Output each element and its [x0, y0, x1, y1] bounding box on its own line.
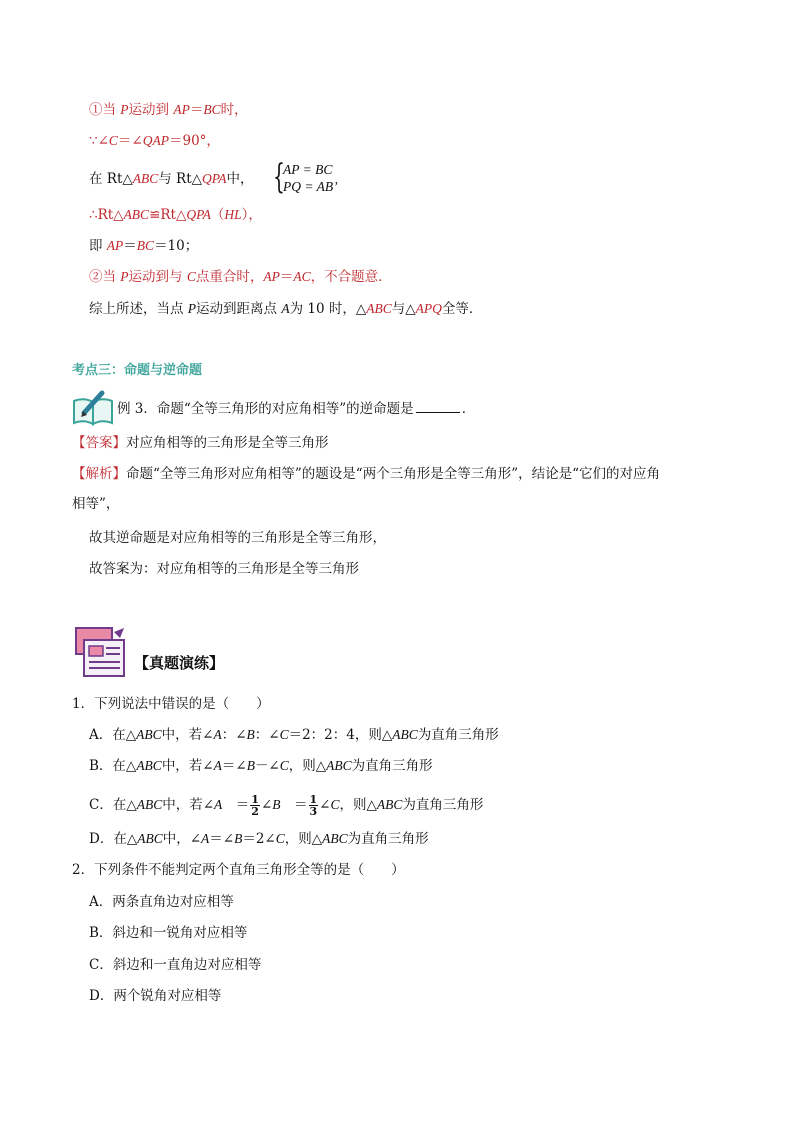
text: A．在△	[89, 727, 137, 743]
var: ABC	[326, 758, 352, 773]
var: A	[213, 727, 222, 742]
var: B	[246, 727, 255, 742]
text: ，不合题意．	[310, 269, 392, 285]
text: 对应角相等的三角形是全等三角形	[126, 435, 329, 451]
book-pencil-icon	[72, 387, 114, 427]
text: ，则△	[284, 831, 323, 847]
text: 为直角三角形	[417, 727, 499, 743]
text: ①当	[89, 102, 121, 118]
text: 即	[89, 238, 107, 254]
text: 运动到与	[128, 269, 187, 285]
text: 时，	[220, 102, 248, 118]
var: P	[120, 269, 129, 284]
var: C	[108, 133, 118, 148]
text: ＝	[280, 797, 308, 813]
solution-therefore-congruent	[89, 206, 262, 224]
text: ，则△	[339, 797, 377, 813]
fraction-one-half	[250, 794, 260, 817]
section-heading: 考点三：命题与逆命题	[72, 362, 203, 377]
solution-because	[89, 132, 220, 150]
var: AP	[106, 238, 124, 253]
text: 在 Rt△	[89, 171, 133, 187]
solution-conclusion	[89, 300, 482, 318]
answer-tag: 【答案】	[72, 435, 126, 451]
text: ②当	[89, 269, 121, 285]
text: ＝2：2：4，则△	[288, 727, 393, 743]
numerator: 1	[251, 793, 259, 806]
example-3-analysis-line-4: 故答案为：对应角相等的三角形是全等三角形	[89, 561, 359, 577]
text: 运动到	[128, 102, 174, 118]
var: QPA	[186, 207, 211, 222]
var: HL	[224, 207, 242, 222]
var: ABC	[392, 727, 418, 742]
text: 例 3．命题“全等三角形的对应角相等”的逆命题是	[117, 401, 414, 417]
text: ∠	[319, 797, 331, 813]
text: ），	[241, 207, 262, 223]
var: A	[214, 797, 223, 812]
text: ∴Rt△	[89, 207, 124, 223]
question-2-option-a[interactable]: A．两条直角边对应相等	[89, 894, 234, 910]
question-2-option-d[interactable]: D．两个锐角对应相等	[89, 988, 222, 1004]
text: ＝	[222, 797, 250, 813]
text: 全等．	[441, 301, 483, 317]
text: D．在△	[89, 831, 138, 847]
text: ．	[461, 401, 476, 417]
var: QPA	[202, 171, 227, 186]
question-1-option-b[interactable]	[89, 757, 433, 775]
var: C	[330, 797, 340, 812]
question-1-option-d[interactable]	[89, 830, 429, 848]
var: ABC	[376, 797, 403, 812]
text: 中，若∠	[162, 797, 215, 813]
var: ABC	[137, 831, 163, 846]
var: P	[187, 301, 197, 316]
text: 中，∠	[162, 831, 202, 847]
var: BC	[203, 102, 221, 117]
denominator: 2	[251, 805, 259, 818]
var: C	[279, 758, 289, 773]
fraction-one-third	[309, 794, 319, 817]
text: 与 Rt△	[158, 171, 203, 187]
text: 为 10 时，△	[289, 301, 367, 317]
var: BC	[136, 238, 155, 253]
text: 综上所述，当点	[89, 301, 188, 317]
example-3-analysis-line-1	[72, 465, 660, 483]
text: 中，若∠	[161, 758, 214, 774]
var: ABC	[123, 207, 150, 222]
solution-case-1	[89, 101, 248, 119]
denominator: 3	[309, 805, 318, 818]
text: 中，	[226, 171, 254, 187]
text: ＝90°，	[168, 133, 220, 149]
practice-section-icon	[74, 626, 130, 678]
text: ＝	[123, 238, 137, 254]
var: ABC	[132, 171, 159, 186]
equation-system-brace: {	[273, 157, 285, 197]
var: ABC	[322, 831, 348, 846]
equation-row-1: AP = BC	[283, 162, 333, 177]
text: ＝∠	[221, 758, 247, 774]
solution-in-triangles	[89, 170, 254, 188]
var: A	[201, 831, 210, 846]
var: ABC	[136, 727, 162, 742]
text: 为直角三角形	[402, 797, 484, 813]
example-3-answer	[72, 434, 329, 452]
question-2-stem: 2．下列条件不能判定两个直角三角形全等的是（ ）	[72, 862, 405, 878]
text: 为直角三角形	[351, 758, 433, 774]
text: 命题“全等三角形对应角相等”的题设是“两个三角形是全等三角形”，结论是“它们的对应角	[126, 466, 661, 482]
var: ABC	[136, 758, 162, 773]
var: B	[246, 758, 255, 773]
text: 为直角三角形	[347, 831, 429, 847]
example-3-analysis-line-2: 相等”，	[72, 496, 120, 512]
practice-title: 【真题演练】	[134, 654, 225, 672]
text: B．在△	[89, 758, 137, 774]
var: C	[279, 727, 289, 742]
var: AP	[173, 102, 190, 117]
text: ：∠	[254, 727, 280, 743]
text: －∠	[254, 758, 280, 774]
var: APQ	[415, 301, 442, 316]
var: ABC	[136, 797, 163, 812]
text: 中，若∠	[161, 727, 214, 743]
answer-blank	[416, 400, 460, 413]
var: C	[275, 831, 285, 846]
text: C．在△	[89, 797, 137, 813]
text: ＝2∠	[242, 831, 276, 847]
text: 与△	[391, 301, 416, 317]
text: ＝∠	[209, 831, 235, 847]
analysis-tag: 【解析】	[72, 466, 126, 482]
var: P	[120, 102, 129, 117]
question-1-option-a[interactable]	[89, 726, 499, 744]
example-3-question	[117, 400, 475, 418]
text: ＝	[279, 269, 294, 285]
var: AC	[293, 269, 311, 284]
text: （	[210, 207, 225, 223]
example-3-analysis-line-3: 故其逆命题是对应角相等的三角形是全等三角形，	[89, 530, 386, 546]
var: C	[186, 269, 196, 284]
question-1-stem: 1．下列说法中错误的是（ ）	[72, 696, 270, 712]
var: A	[213, 758, 222, 773]
solution-result	[89, 237, 198, 255]
var: QAP	[142, 133, 169, 148]
text: ＝∠	[117, 133, 143, 149]
equation-row-2: PQ = AB’	[283, 179, 338, 194]
text: ∠	[260, 797, 273, 813]
var: A	[281, 301, 290, 316]
numerator: 1	[309, 793, 318, 806]
text: ，则△	[288, 758, 327, 774]
solution-case-2	[89, 268, 392, 286]
var: B	[272, 797, 281, 812]
text: ＝	[189, 102, 204, 118]
text: 运动到距离点	[196, 301, 282, 317]
question-1-option-c[interactable]	[89, 793, 483, 817]
var: B	[234, 831, 243, 846]
question-2-option-c[interactable]: C．斜边和一直角边对应相等	[89, 957, 262, 973]
text: ≌Rt△	[149, 207, 187, 223]
text: ＝10；	[154, 238, 199, 254]
text: ∵∠	[89, 133, 109, 149]
question-2-option-b[interactable]: B．斜边和一锐角对应相等	[89, 925, 248, 941]
text: 点重合时，	[195, 269, 264, 285]
var: AP	[263, 269, 280, 284]
var: ABC	[366, 301, 392, 316]
text: ：∠	[221, 727, 247, 743]
